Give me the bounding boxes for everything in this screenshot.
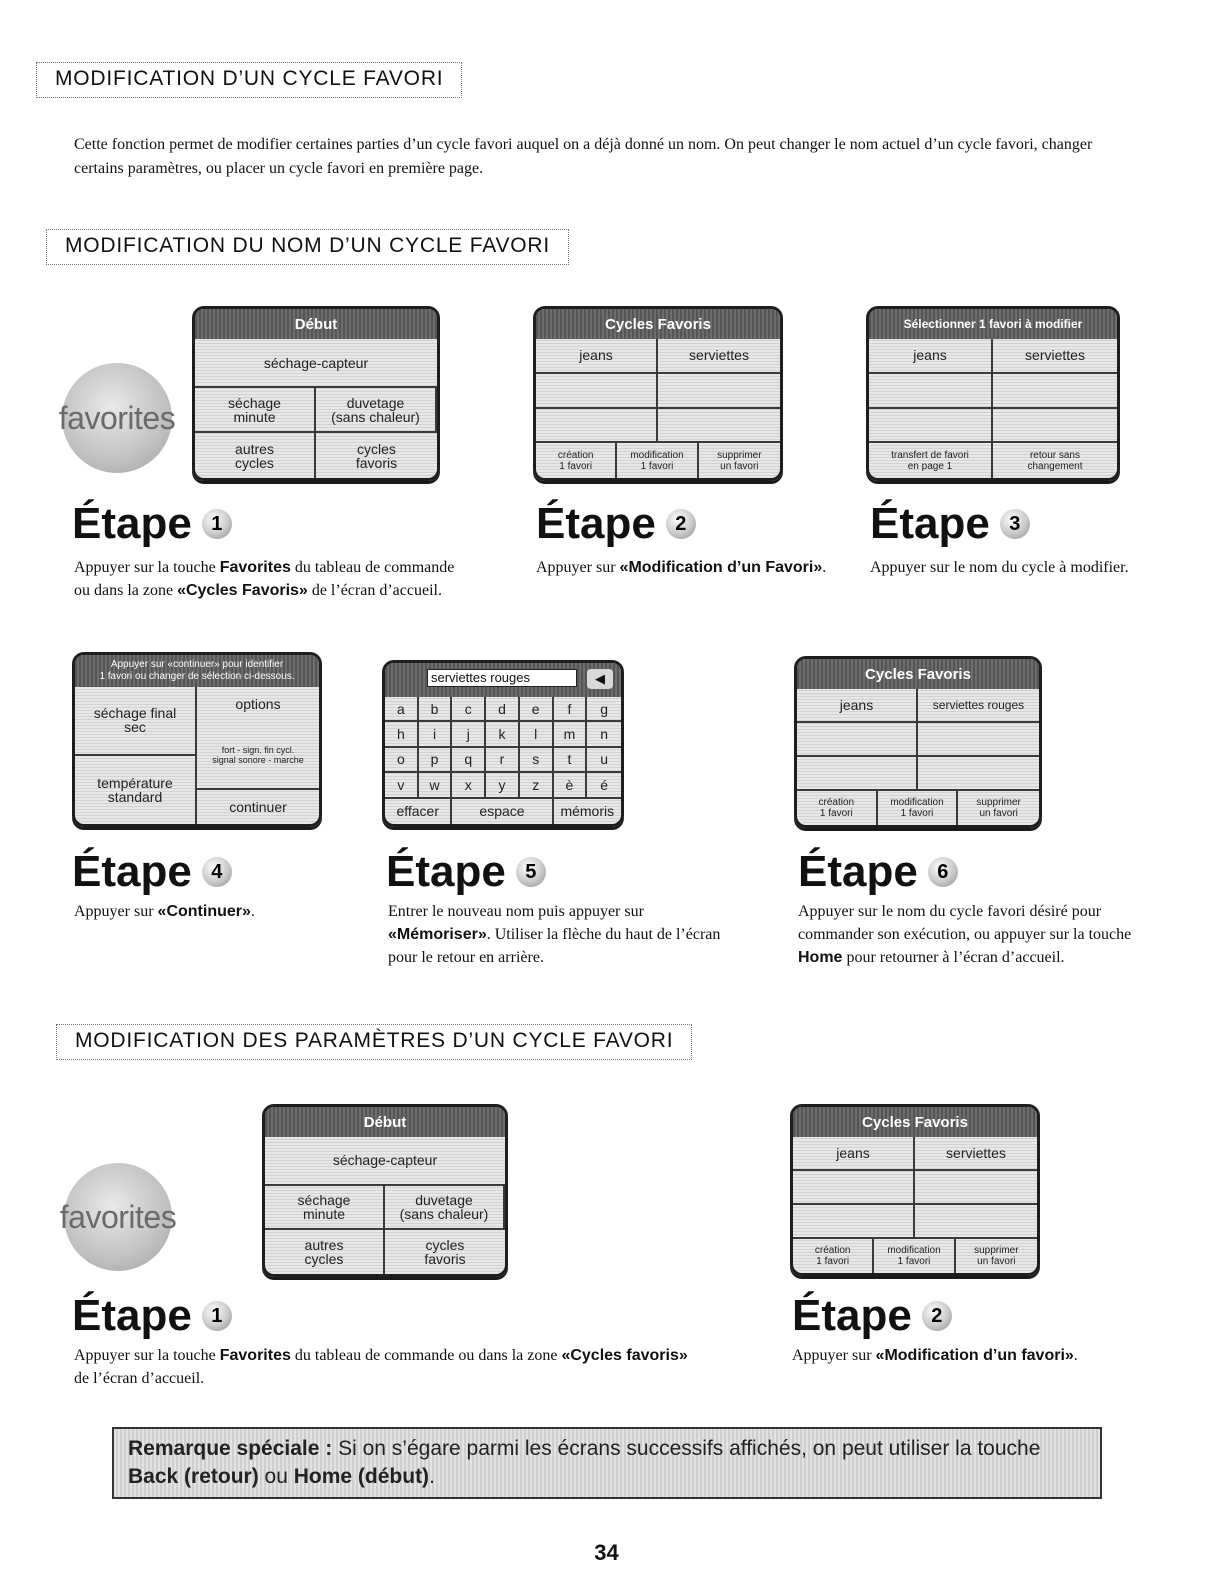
screen-grid [265, 1137, 505, 1274]
options-detail[interactable]: fort - sign. fin cycl. signal sonore - marche [197, 721, 319, 790]
screen-title: Cycles Favoris [793, 1107, 1037, 1137]
screen-cycles-favoris [790, 1104, 1040, 1276]
section-heading-nom [46, 229, 569, 265]
step-4-text [74, 900, 354, 923]
text: de l’écran d’accueil. [74, 1370, 205, 1387]
title-line: Appuyer sur «continuer» pour identifier [110, 659, 284, 670]
text: de l’écran d’accueil. [307, 582, 442, 599]
key[interactable]: x [452, 773, 486, 798]
btn-supprimer-favori[interactable]: supprimer un favori [717, 449, 762, 472]
step-1-heading [72, 500, 232, 548]
section-title: MODIFICATION DU NOM D’UN CYCLE FAVORI [65, 234, 551, 257]
btn-creation-favori[interactable]: création 1 favori [536, 443, 617, 478]
screen-grid [797, 689, 1039, 825]
empty-slot[interactable] [793, 1205, 915, 1239]
section-heading-modification [36, 62, 462, 98]
key[interactable]: g [587, 697, 621, 722]
text: Appuyer sur le nom du cycle favori désiré pour commander son exécution, ou appuyer sur la touche [798, 903, 1132, 943]
step-5-heading [386, 848, 546, 896]
btn-supprimer-favori[interactable]: supprimer un favori [974, 1245, 1019, 1267]
section-title: MODIFICATION D’UN CYCLE FAVORI [55, 67, 444, 90]
key[interactable]: v [385, 773, 419, 798]
bold-text: Favorites [219, 1347, 291, 1364]
screen-selection [866, 306, 1120, 481]
param-step-1-text [74, 1344, 694, 1390]
empty-slot[interactable] [797, 723, 918, 757]
btn-serviettes[interactable]: serviettes [915, 1137, 1037, 1171]
empty-slot[interactable] [918, 757, 1039, 791]
btn-continuer[interactable]: continuer [229, 798, 287, 815]
key[interactable]: è [554, 773, 588, 798]
step-word: Étape [870, 499, 990, 548]
step-3-text: Appuyer sur le nom du cycle à modifier. [870, 559, 1129, 576]
step-word: Étape [798, 847, 918, 896]
btn-modification-favori[interactable]: modification 1 favori [617, 443, 698, 478]
options-label: options [235, 696, 281, 713]
keyboard-top-bar [385, 663, 621, 697]
step-2-heading [536, 500, 696, 548]
btn-autres-cycles[interactable]: autres cycles [265, 1230, 385, 1274]
btn-jeans[interactable]: jeans [869, 339, 993, 374]
screen-title: Cycles Favoris [536, 309, 780, 339]
empty-slot[interactable] [536, 374, 658, 409]
key[interactable]: b [419, 697, 453, 722]
step-number-badge: 1 [202, 509, 232, 539]
empty-slot[interactable] [993, 374, 1117, 409]
empty-slot[interactable] [536, 409, 658, 444]
screen-cycles-favoris-renamed [794, 656, 1042, 828]
favorites-button-image [58, 363, 176, 473]
btn-modification-favori[interactable]: modification 1 favori [874, 1239, 955, 1273]
btn-cycles-favoris[interactable]: cycles favoris [424, 1236, 466, 1267]
empty-slot[interactable] [797, 757, 918, 791]
note-text: Si on s’égare parmi les écrans successifs affichés, on peut utiliser la touche [332, 1437, 1041, 1460]
screen-title: Sélectionner 1 favori à modifier [869, 309, 1117, 339]
text: . [822, 559, 827, 576]
text: Appuyer sur [792, 1347, 876, 1364]
empty-slot[interactable] [658, 409, 780, 444]
key-memoriser[interactable]: mémoris [560, 803, 615, 820]
step-6-text [798, 900, 1156, 969]
screen-grid [869, 339, 1117, 478]
key[interactable]: c [452, 697, 486, 722]
step-2-text [536, 556, 836, 579]
key[interactable]: p [419, 748, 453, 773]
step-number-badge: 2 [922, 1301, 952, 1331]
key[interactable]: w [419, 773, 453, 798]
param-step-1-heading [72, 1292, 232, 1340]
btn-retour-sans-changement[interactable]: retour sans changement [1027, 449, 1083, 472]
btn-sechage-minute[interactable]: séchage minute [195, 388, 316, 433]
bold-text: «Modification d’un favori» [875, 1347, 1074, 1364]
btn-creation-favori[interactable]: création 1 favori [793, 1239, 874, 1273]
btn-duvetage[interactable]: duvetage (sans chaleur) [316, 388, 437, 433]
text: Appuyer sur [536, 559, 620, 576]
step-word: Étape [72, 847, 192, 896]
step-5-text [388, 900, 748, 969]
btn-autres-cycles[interactable]: autres cycles [195, 433, 316, 478]
param-step-2-text [792, 1344, 1082, 1367]
text: Appuyer sur la touche [74, 559, 220, 576]
text: . [1073, 1347, 1078, 1364]
btn-serviettes-rouges[interactable]: serviettes rouges [918, 689, 1039, 723]
btn-sechage-final[interactable]: séchage final sec [75, 687, 197, 756]
btn-sechage-minute[interactable]: séchage minute [265, 1186, 385, 1230]
key[interactable]: j [452, 722, 486, 747]
key[interactable]: i [419, 722, 453, 747]
note-label: Remarque spéciale : [128, 1437, 333, 1460]
step-4-heading [72, 848, 232, 896]
bold-text: «Cycles Favoris» [177, 582, 308, 599]
key[interactable]: r [486, 748, 520, 773]
text: du tableau de commande ou dans la zone [74, 559, 455, 599]
step-number-badge: 4 [202, 857, 232, 887]
favorites-label: favorites [58, 399, 176, 436]
empty-slot[interactable] [918, 723, 1039, 757]
section-title: MODIFICATION DES PARAMÈTRES D’UN CYCLE FAVORI [75, 1029, 674, 1052]
screen-title [75, 655, 319, 687]
step-word: Étape [792, 1291, 912, 1340]
key[interactable]: y [486, 773, 520, 798]
screen-title: Début [195, 309, 437, 339]
text: pour retourner à l’écran d’accueil. [842, 949, 1065, 966]
btn-transfert-page1[interactable]: transfert de favori en page 1 [869, 443, 993, 478]
bold-text: Favorites [219, 559, 291, 576]
step-number-badge: 2 [666, 509, 696, 539]
screen-debut [192, 306, 440, 481]
text: . [250, 903, 255, 920]
bold-text: «Modification d’un Favori» [619, 559, 823, 576]
text: Entrer le nouveau nom puis appuyer sur [388, 903, 644, 920]
empty-slot[interactable] [658, 374, 780, 409]
note-home-key: Home (début) [293, 1465, 430, 1488]
empty-slot[interactable] [869, 374, 993, 409]
note-text: . [429, 1465, 435, 1488]
btn-creation-favori[interactable]: création 1 favori [797, 791, 878, 825]
text: du tableau de commande ou dans la zone [290, 1347, 562, 1364]
screen-title: Début [265, 1107, 505, 1137]
step-word: Étape [72, 499, 192, 548]
page-number: 34 [594, 1540, 619, 1565]
screen-grid [793, 1137, 1037, 1273]
btn-jeans[interactable]: jeans [536, 339, 658, 374]
btn-sechage-capteur[interactable]: séchage-capteur [265, 1137, 505, 1186]
btn-sechage-capteur[interactable]: séchage-capteur [195, 339, 437, 388]
text: . Utiliser la flèche du haut de l’écran pour le retour en arrière. [388, 926, 721, 966]
screen-cycles-favoris [533, 306, 783, 481]
key-espace[interactable]: espace [452, 799, 553, 824]
screen-title: Cycles Favoris [797, 659, 1039, 689]
screen-debut [262, 1104, 508, 1277]
btn-jeans[interactable]: jeans [797, 689, 918, 723]
key[interactable]: u [587, 748, 621, 773]
back-arrow-icon[interactable]: ◀ [587, 669, 613, 689]
keyboard-grid [385, 697, 621, 824]
intro-paragraph: Cette fonction permet de modifier certaines parties d’un cycle favori auquel on a déjà donné un nom. On peut changer le nom actuel d’un cycle favori, changer certains paramètres, ou placer un cycle favori en première page. [74, 136, 1093, 177]
key[interactable]: z [520, 773, 554, 798]
empty-slot[interactable] [915, 1205, 1037, 1239]
screen-grid [195, 339, 437, 478]
key[interactable]: t [554, 748, 588, 773]
special-note-box [112, 1427, 1102, 1499]
step-3-heading [870, 500, 1030, 548]
key[interactable]: e [520, 697, 554, 722]
key[interactable]: s [520, 748, 554, 773]
key[interactable]: k [486, 722, 520, 747]
key[interactable]: h [385, 722, 419, 747]
key[interactable]: f [554, 697, 588, 722]
screen-keyboard [382, 660, 624, 827]
empty-slot[interactable] [915, 1171, 1037, 1205]
btn-modification-favori[interactable]: modification 1 favori [878, 791, 959, 825]
btn-duvetage[interactable]: duvetage (sans chaleur) [385, 1186, 505, 1230]
param-step-2-heading [792, 1292, 952, 1340]
section-heading-parametres [56, 1024, 692, 1060]
step-number-badge: 1 [202, 1301, 232, 1331]
key[interactable]: q [452, 748, 486, 773]
bold-text: «Mémoriser» [388, 926, 487, 943]
key-effacer[interactable]: effacer [385, 799, 452, 824]
key[interactable]: a [385, 697, 419, 722]
key[interactable]: l [520, 722, 554, 747]
favorites-label: favorites [59, 1198, 177, 1235]
note-text: ou [258, 1465, 294, 1488]
empty-slot[interactable] [793, 1171, 915, 1205]
screen-continuer [72, 652, 322, 827]
key[interactable]: d [486, 697, 520, 722]
key[interactable]: m [554, 722, 588, 747]
btn-serviettes[interactable]: serviettes [658, 339, 780, 374]
btn-cycles-favoris[interactable]: cycles favoris [355, 440, 398, 471]
step-word: Étape [386, 847, 506, 896]
screen-grid [75, 687, 319, 824]
btn-jeans[interactable]: jeans [793, 1137, 915, 1171]
key[interactable]: é [587, 773, 621, 798]
step-number-badge: 3 [1000, 509, 1030, 539]
screen-grid [536, 339, 780, 478]
title-line: 1 favori ou changer de sélection ci-dessous. [99, 671, 295, 682]
step-word: Étape [72, 1291, 192, 1340]
name-input[interactable]: serviettes rouges [427, 669, 577, 687]
step-number-badge: 6 [928, 857, 958, 887]
step-1-text [74, 556, 474, 602]
btn-temperature[interactable]: température standard [75, 756, 197, 825]
empty-slot[interactable] [869, 409, 993, 444]
empty-slot[interactable] [993, 409, 1117, 444]
btn-serviettes[interactable]: serviettes [993, 339, 1117, 374]
note-back-key: Back (retour) [128, 1465, 259, 1488]
favorites-button-image [59, 1163, 177, 1271]
bold-text: «Continuer» [157, 903, 251, 920]
bold-text: «Cycles favoris» [561, 1347, 688, 1364]
key[interactable]: n [587, 722, 621, 747]
key[interactable]: o [385, 748, 419, 773]
step-6-heading [798, 848, 958, 896]
step-number-badge: 5 [516, 857, 546, 887]
step-word: Étape [536, 499, 656, 548]
bold-text: Home [798, 949, 843, 966]
btn-supprimer-favori[interactable]: supprimer un favori [976, 797, 1021, 819]
text: Appuyer sur la touche [74, 1347, 220, 1364]
text: Appuyer sur [74, 903, 158, 920]
